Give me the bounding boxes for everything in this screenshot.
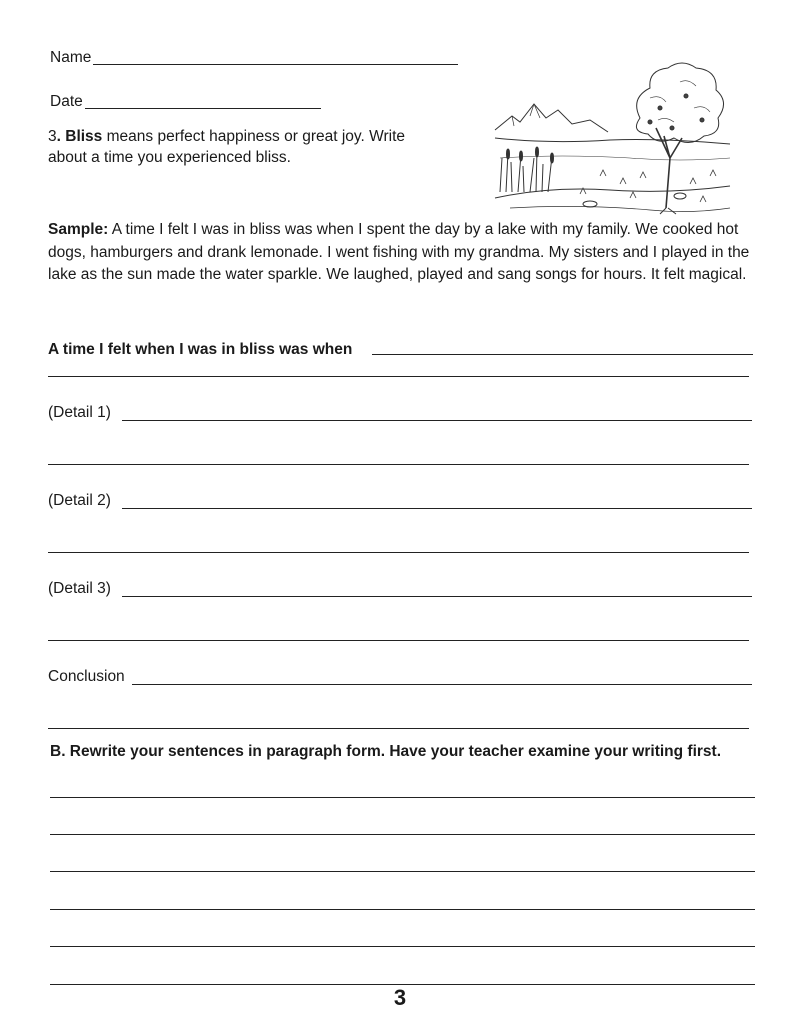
date-label: Date [50, 93, 83, 110]
detail-1-continuation-field[interactable] [48, 464, 749, 465]
detail-3-label: (Detail 3) [48, 580, 111, 597]
detail-1-field[interactable] [122, 420, 752, 421]
part-b-instruction: B. Rewrite your sentences in paragraph form. Have your teacher examine your writing first. [50, 743, 722, 760]
conclusion-label: Conclusion [48, 668, 125, 685]
sample-label: Sample: [48, 221, 109, 238]
paragraph-line-2[interactable] [50, 834, 755, 835]
lead-sentence-label: A time I felt when I was in bliss was when [48, 341, 353, 358]
date-field[interactable] [85, 108, 321, 109]
detail-1-label: (Detail 1) [48, 404, 111, 421]
lake-tree-landscape-icon [490, 58, 732, 226]
detail-3-field[interactable] [122, 596, 752, 597]
lead-sentence-field[interactable] [372, 354, 753, 355]
sample-text: A time I felt I was in bliss was when I spent the day by a lake with my family. We cooked hot dogs, hamburgers and drank lemonade. I went fishing with my grandma. My sisters and I played in the lake as the sun made the water sparkle. We laughed, played and sang songs for hours. It felt magical. [48, 221, 750, 283]
question-term: Bliss [65, 128, 103, 145]
detail-2-continuation-field[interactable] [48, 552, 749, 553]
name-field[interactable] [93, 64, 458, 65]
conclusion-field[interactable] [132, 684, 752, 685]
paragraph-line-4[interactable] [50, 909, 755, 910]
page-number: 3 [393, 985, 407, 1010]
question-text: means perfect happiness or great joy. Write about a time you experienced bliss. [48, 128, 405, 166]
question-number: 3 [48, 128, 57, 145]
paragraph-line-1[interactable] [50, 797, 755, 798]
detail-2-label: (Detail 2) [48, 492, 111, 509]
detail-2-field[interactable] [122, 508, 752, 509]
conclusion-continuation-field[interactable] [48, 728, 749, 729]
question-prompt: 3. Bliss means perfect happiness or great joy. Write about a time you experienced bliss. [48, 128, 405, 166]
paragraph-line-5[interactable] [50, 946, 755, 947]
lead-sentence-continuation-field[interactable] [48, 376, 749, 377]
name-label: Name [50, 49, 92, 66]
sample-paragraph [48, 219, 758, 287]
detail-3-continuation-field[interactable] [48, 640, 749, 641]
paragraph-line-3[interactable] [50, 871, 755, 872]
